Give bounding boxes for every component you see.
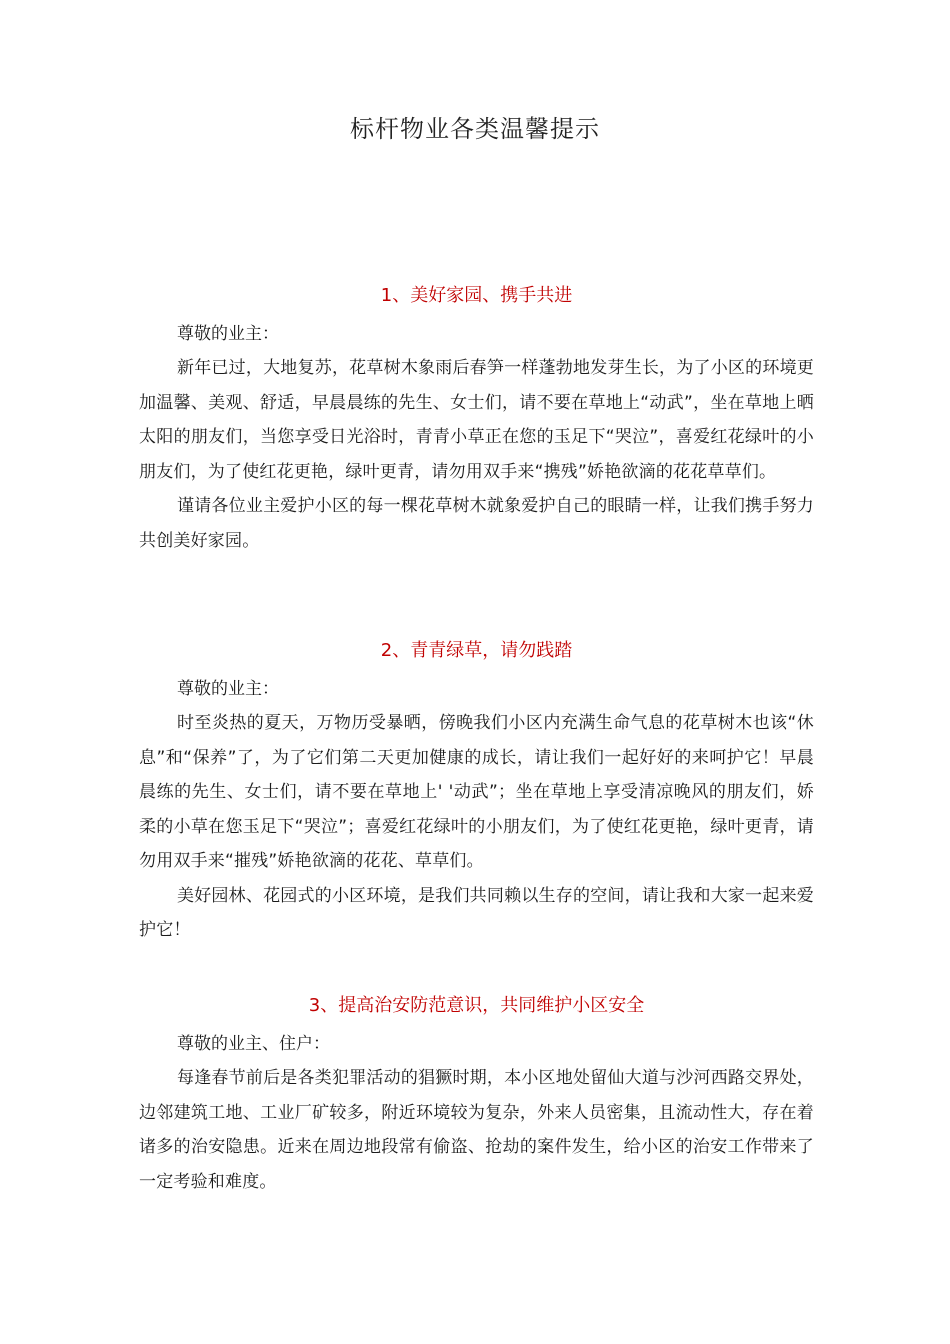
document-title: 标杆物业各类温馨提示 [350, 115, 600, 143]
salutation: 尊敬的业主： [177, 679, 279, 699]
body-paragraph: 新年已过，大地复苏，花草树木象雨后春笋一样蓬勃地发芽生长，为了小区的环境更加温馨、美观、舒适，早晨晨练的先生、女士们，请不要在草地上“动武”，坐在草地上晒太阳的朋友们，当您享受日光浴时，青青小草正在您的玉足下“哭泣”，喜爱红花绿叶的小朋友们，为了使红花更艳，绿叶更青，请勿用双手来“携残”娇艳欲滴的花花草草们。 [139, 358, 814, 482]
body-paragraph: 每逢春节前后是各类犯罪活动的猖獗时期，本小区地处留仙大道与沙河西路交界处，边邻建筑工地、工业厂矿较多，附近环境较为复杂，外来人员密集，且流动性大，存在着诸多的治安隐患。近来在周边地段常有偷盗、抢劫的案件发生，给小区的治安工作带来了一定考验和难度。 [139, 1068, 814, 1192]
body-paragraph: 美好园林、花园式的小区环境，是我们共同赖以生存的空间，请让我和大家一起来爱护它！ [139, 885, 814, 940]
body-paragraph: 时至炎热的夏天，万物历受暴晒，傍晚我们小区内充满生命气息的花草树木也该“休息”和“保养”了，为了它们第二天更加健康的成长，请让我们一起好好的来呵护它！早晨晨练的先生、女士们，请不要在草地上' '动武”；坐在草地上享受清凉晚风的朋友们，娇柔的小草在您玉足下“哭泣”；喜爱红花绿叶的小朋友们，为了使红花更艳，绿叶更青，请勿用双手来“摧残”娇艳欲滴的花花、草草们。 [139, 713, 814, 871]
body-paragraph: 谨请各位业主爱护小区的每一棵花草树木就象爱护自己的眼睛一样，让我们携手努力共创美好家园。 [139, 496, 814, 551]
notice-section-2 [139, 636, 814, 948]
section-heading: 3、提高治安防范意识，共同维护小区安全 [308, 995, 645, 1016]
section-heading: 2、青青绿草，请勿践踏 [380, 640, 573, 661]
notice-section-3 [139, 991, 814, 1199]
section-heading: 1、美好家园、携手共进 [380, 285, 573, 306]
notice-section-1 [139, 281, 814, 558]
salutation: 尊敬的业主、住户： [177, 1034, 330, 1054]
salutation: 尊敬的业主： [177, 324, 279, 344]
